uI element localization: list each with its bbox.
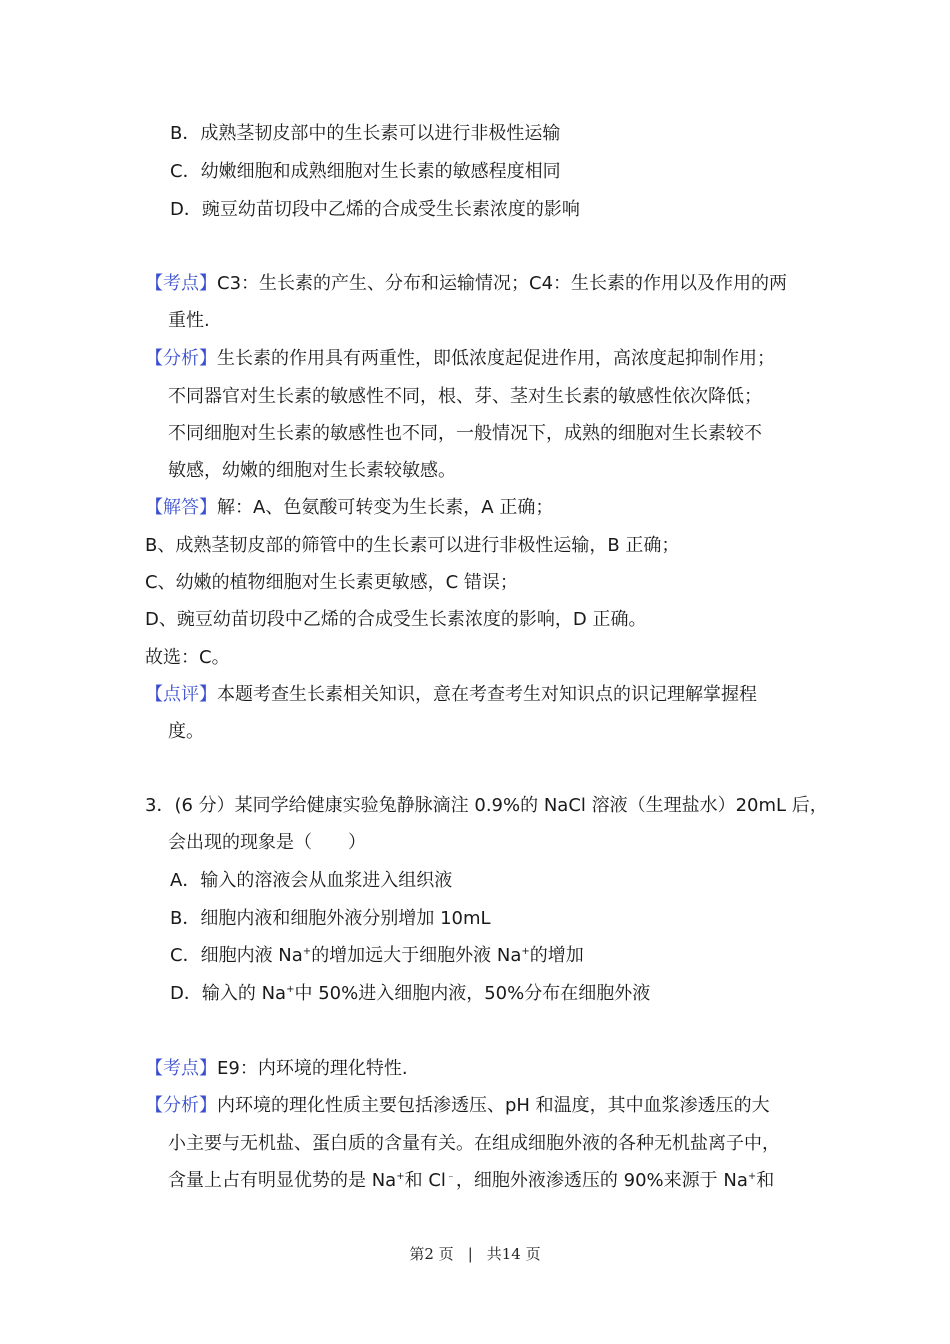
q3-option-d-part1: D．输入的 Na — [170, 983, 287, 1004]
dianping-text-2: 度。 — [168, 721, 204, 742]
q3-fenxi-text-3 — [168, 1168, 774, 1194]
q3-option-c — [170, 943, 584, 969]
superscript-plus: + — [396, 1171, 405, 1182]
superscript-plus: + — [747, 1171, 757, 1182]
dianping-tag: 【点评】 — [145, 684, 217, 705]
answer-line: 故选：C。 — [145, 647, 230, 668]
question-3-stem-cont: 会出现的现象是（ ） — [168, 832, 366, 853]
q3-option-d — [170, 981, 650, 1007]
dianping-line — [145, 682, 757, 708]
kaodian-line — [145, 271, 787, 297]
q3-fenxi-3b: 和 Cl — [404, 1170, 446, 1191]
page-number: 第2 页 — [409, 1245, 454, 1263]
q3-kaodian-text: E9：内环境的理化特性. — [217, 1058, 408, 1079]
jieda-line — [145, 495, 553, 521]
fenxi-tag: 【分析】 — [145, 348, 217, 369]
option-c: C．幼嫩细胞和成熟细胞对生长素的敏感程度相同 — [170, 161, 561, 182]
fenxi-line — [145, 346, 775, 372]
page-footer — [0, 1243, 950, 1264]
question-3-stem: 3．(6 分）某同学给健康实验兔静脉滴注 0.9%的 NaCl 溶液（生理盐水）20mL 后， — [145, 795, 828, 816]
superscript-plus: + — [302, 946, 312, 957]
superscript-minus: ﹣ — [445, 1171, 456, 1182]
q3-option-c-part3: 的增加 — [529, 945, 584, 966]
jieda-text-3: C、幼嫩的植物细胞对生长素更敏感，C 错误； — [145, 572, 518, 593]
q3-kaodian-tag: 【考点】 — [145, 1058, 217, 1079]
kaodian-text-cont: 重性. — [168, 310, 210, 331]
option-d: D．豌豆幼苗切段中乙烯的合成受生长素浓度的影响 — [170, 199, 580, 220]
q3-fenxi-3a: 含量上占有明显优势的是 Na — [168, 1170, 397, 1191]
fenxi-text: 生长素的作用具有两重性，即低浓度起促进作用，高浓度起抑制作用； — [217, 348, 775, 369]
fenxi-text-2: 不同器官对生长素的敏感性不同，根、芽、茎对生长素的敏感性依次降低； — [168, 386, 762, 407]
q3-kaodian-line — [145, 1056, 408, 1082]
fenxi-text-3: 不同细胞对生长素的敏感性也不同，一般情况下，成熟的细胞对生长素较不 — [168, 423, 762, 444]
q3-option-a: A．输入的溶液会从血浆进入组织液 — [170, 870, 453, 891]
q3-fenxi-text-2: 小主要与无机盐、蛋白质的含量有关。在组成细胞外液的各种无机盐离子中， — [168, 1133, 780, 1154]
fenxi-text-4: 敏感，幼嫩的细胞对生长素较敏感。 — [168, 460, 456, 481]
jieda-tag: 【解答】 — [145, 497, 217, 518]
kaodian-tag: 【考点】 — [145, 273, 217, 294]
q3-option-d-part2: 中 50%进入细胞内液，50%分布在细胞外液 — [294, 983, 651, 1004]
jieda-text-4: D、豌豆幼苗切段中乙烯的合成受生长素浓度的影响，D 正确。 — [145, 609, 647, 630]
q3-fenxi-line — [145, 1093, 770, 1119]
footer-separator: | — [467, 1245, 473, 1263]
q3-option-c-part1: C．细胞内液 Na — [170, 945, 303, 966]
option-b: B．成熟茎韧皮部中的生长素可以进行非极性运输 — [170, 123, 561, 144]
q3-option-c-part2: 的增加远大于细胞外液 Na — [311, 945, 522, 966]
q3-option-b: B．细胞内液和细胞外液分别增加 10mL — [170, 908, 491, 929]
superscript-plus: + — [286, 984, 295, 995]
kaodian-text: C3：生长素的产生、分布和运输情况；C4：生长素的作用以及作用的两 — [217, 273, 788, 294]
q3-fenxi-3c: ，细胞外液渗透压的 90%来源于 Na — [455, 1170, 748, 1191]
page-total: 共14 页 — [486, 1245, 541, 1263]
dianping-text: 本题考查生长素相关知识，意在考查考生对知识点的识记理解掌握程 — [217, 684, 757, 705]
q3-fenxi-3d: 和 — [756, 1170, 775, 1191]
jieda-text: 解：A、色氨酸可转变为生长素，A 正确； — [217, 497, 554, 518]
jieda-text-2: B、成熟茎韧皮部的筛管中的生长素可以进行非极性运输，B 正确； — [145, 535, 680, 556]
q3-fenxi-tag: 【分析】 — [145, 1095, 217, 1116]
superscript-plus: + — [521, 946, 530, 957]
q3-fenxi-text: 内环境的理化性质主要包括渗透压、pH 和温度，其中血浆渗透压的大 — [217, 1095, 770, 1116]
